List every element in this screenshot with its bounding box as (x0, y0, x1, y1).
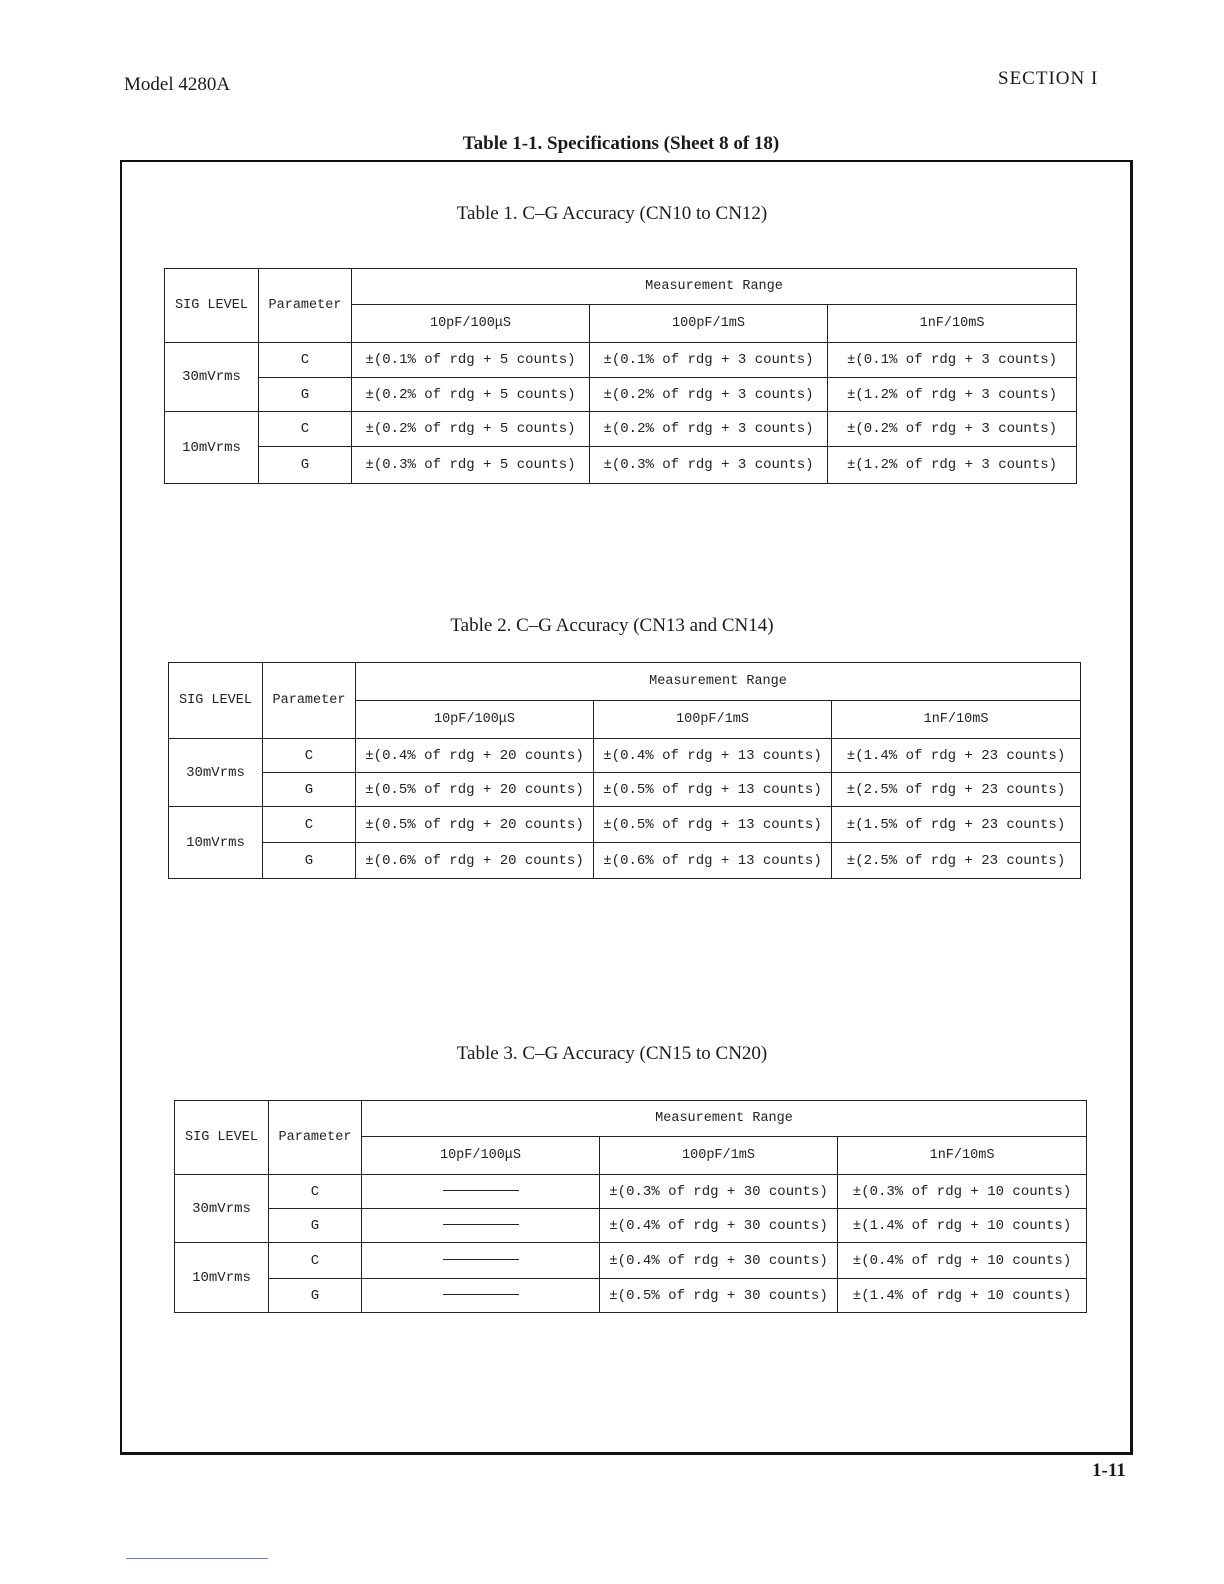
value-cell: ±(0.4% of rdg + 30 counts) (600, 1243, 838, 1279)
parameter-header: Parameter (259, 269, 352, 343)
parameter-cell: G (259, 447, 352, 484)
value-cell: ±(1.4% of rdg + 10 counts) (838, 1209, 1087, 1243)
sig-level-cell: 10mVrms (169, 807, 263, 879)
range-header: 100pF/1mS (600, 1137, 838, 1175)
value-cell: ±(0.2% of rdg + 3 counts) (828, 412, 1077, 447)
range-header: 1nF/10mS (838, 1137, 1087, 1175)
value-cell: ±(0.2% of rdg + 3 counts) (590, 378, 828, 412)
value-cell: ±(0.4% of rdg + 10 counts) (838, 1243, 1087, 1279)
section-label: SECTION I (998, 68, 1099, 89)
value-cell: ±(0.5% of rdg + 13 counts) (594, 807, 832, 843)
value-cell: ±(0.3% of rdg + 5 counts) (352, 447, 590, 484)
range-header: 1nF/10mS (828, 305, 1077, 343)
sig-level-cell: 30mVrms (175, 1175, 269, 1243)
value-cell: ±(2.5% of rdg + 23 counts) (832, 773, 1081, 807)
value-cell: ±(1.5% of rdg + 23 counts) (832, 807, 1081, 843)
table-1 (164, 268, 1077, 484)
value-cell: ±(1.2% of rdg + 3 counts) (828, 447, 1077, 484)
table-3-caption: Table 3. C–G Accuracy (CN15 to CN20) (456, 1043, 768, 1064)
not-applicable-dash (362, 1243, 600, 1279)
measurement-range-header: Measurement Range (352, 269, 1077, 305)
value-cell: ±(0.5% of rdg + 13 counts) (594, 773, 832, 807)
sheet-title: Table 1-1. Specifications (Sheet 8 of 18) (462, 133, 780, 154)
value-cell: ±(0.3% of rdg + 3 counts) (590, 447, 828, 484)
sig-level-cell: 30mVrms (169, 739, 263, 807)
parameter-cell: C (259, 412, 352, 447)
value-cell: ±(0.5% of rdg + 20 counts) (356, 773, 594, 807)
parameter-cell: G (259, 378, 352, 412)
parameter-header: Parameter (263, 663, 356, 739)
parameter-cell: G (269, 1279, 362, 1313)
value-cell: ±(0.1% of rdg + 5 counts) (352, 343, 590, 378)
parameter-cell: C (263, 739, 356, 773)
not-applicable-dash (362, 1209, 600, 1243)
measurement-range-header: Measurement Range (356, 663, 1081, 701)
range-header: 100pF/1mS (594, 701, 832, 739)
measurement-range-header: Measurement Range (362, 1101, 1087, 1137)
parameter-cell: C (269, 1243, 362, 1279)
value-cell: ±(0.4% of rdg + 30 counts) (600, 1209, 838, 1243)
sig-level-header: SIG LEVEL (175, 1101, 269, 1175)
range-header: 1nF/10mS (832, 701, 1081, 739)
table-2-caption: Table 2. C–G Accuracy (CN13 and CN14) (450, 615, 774, 636)
range-header: 10pF/100μS (362, 1137, 600, 1175)
page-number: 1-11 (1092, 1460, 1126, 1481)
sig-level-header: SIG LEVEL (169, 663, 263, 739)
table-3 (174, 1100, 1087, 1313)
value-cell: ±(1.4% of rdg + 10 counts) (838, 1279, 1087, 1313)
value-cell: ±(1.2% of rdg + 3 counts) (828, 378, 1077, 412)
value-cell: ±(0.3% of rdg + 30 counts) (600, 1175, 838, 1209)
not-applicable-dash (362, 1279, 600, 1313)
parameter-cell: G (269, 1209, 362, 1243)
value-cell: ±(0.2% of rdg + 5 counts) (352, 378, 590, 412)
value-cell: ±(0.1% of rdg + 3 counts) (590, 343, 828, 378)
table-1-caption: Table 1. C–G Accuracy (CN10 to CN12) (456, 203, 768, 224)
parameter-cell: C (263, 807, 356, 843)
parameter-cell: G (263, 773, 356, 807)
range-header: 10pF/100μS (356, 701, 594, 739)
value-cell: ±(0.2% of rdg + 5 counts) (352, 412, 590, 447)
value-cell: ±(0.2% of rdg + 3 counts) (590, 412, 828, 447)
value-cell: ±(2.5% of rdg + 23 counts) (832, 843, 1081, 879)
sig-level-cell: 30mVrms (165, 343, 259, 412)
range-header: 10pF/100μS (352, 305, 590, 343)
value-cell: ±(0.6% of rdg + 20 counts) (356, 843, 594, 879)
footer-rule (126, 1558, 268, 1559)
sig-level-cell: 10mVrms (175, 1243, 269, 1313)
value-cell: ±(1.4% of rdg + 23 counts) (832, 739, 1081, 773)
parameter-cell: G (263, 843, 356, 879)
not-applicable-dash (362, 1175, 600, 1209)
range-header: 100pF/1mS (590, 305, 828, 343)
sig-level-header: SIG LEVEL (165, 269, 259, 343)
value-cell: ±(0.4% of rdg + 13 counts) (594, 739, 832, 773)
parameter-cell: C (269, 1175, 362, 1209)
table-2 (168, 662, 1081, 879)
model-label: Model 4280A (124, 74, 231, 95)
value-cell: ±(0.1% of rdg + 3 counts) (828, 343, 1077, 378)
parameter-header: Parameter (269, 1101, 362, 1175)
sig-level-cell: 10mVrms (165, 412, 259, 484)
value-cell: ±(0.6% of rdg + 13 counts) (594, 843, 832, 879)
value-cell: ±(0.5% of rdg + 20 counts) (356, 807, 594, 843)
value-cell: ±(0.4% of rdg + 20 counts) (356, 739, 594, 773)
parameter-cell: C (259, 343, 352, 378)
value-cell: ±(0.5% of rdg + 30 counts) (600, 1279, 838, 1313)
value-cell: ±(0.3% of rdg + 10 counts) (838, 1175, 1087, 1209)
